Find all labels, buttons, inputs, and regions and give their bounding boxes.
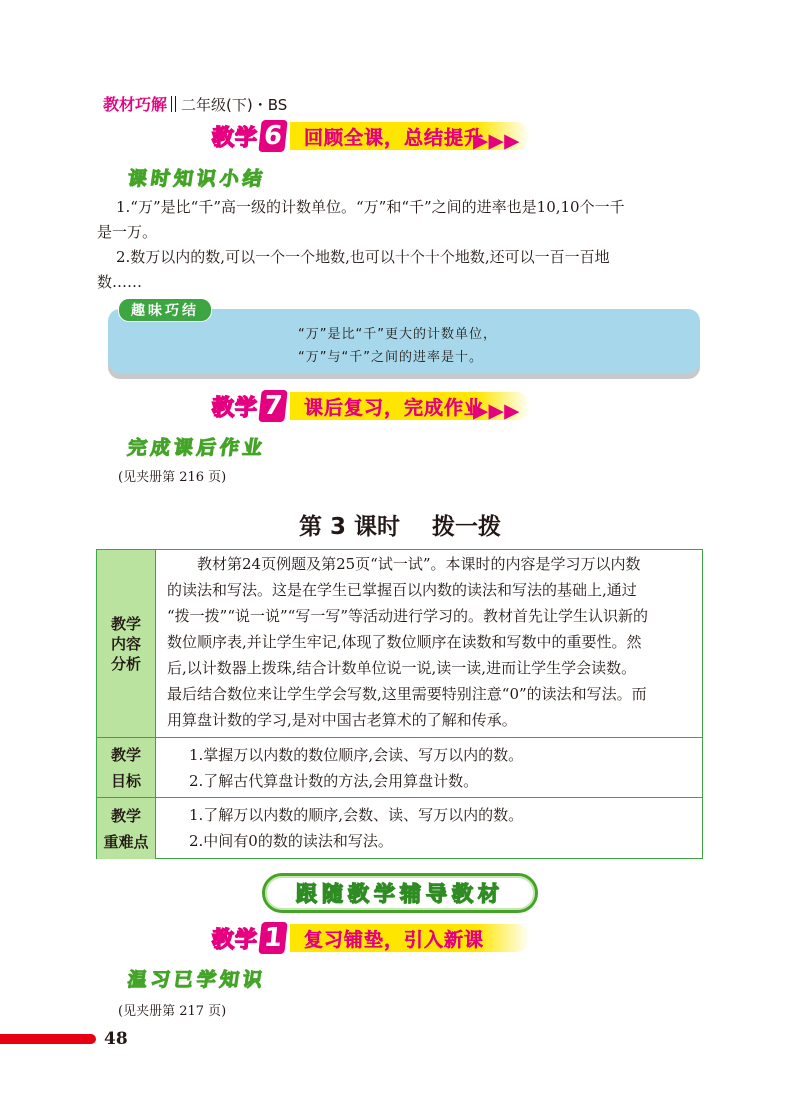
goal-line: 2.了解古代算盘计数的方法,会用算盘计数。 (189, 772, 479, 790)
footer-bar (0, 1034, 96, 1044)
lesson-title: 第 3 课时 拨一拨 (298, 514, 502, 540)
step1-label: 教学 (212, 927, 259, 953)
head-text: 教学 (110, 746, 141, 764)
step6-label: 教学 (212, 125, 259, 151)
arrows-icon: ▶▶▶ (473, 400, 521, 422)
analysis-line: 后,以计数器上拨珠,结合计数单位说一说,读一读,进而让学生学会读数。 (167, 659, 637, 677)
follow-textbook-banner (262, 873, 538, 913)
step7-title: 课后复习，完成作业 (304, 396, 485, 419)
header-subtitle: 二年级(下)・BS (181, 96, 288, 114)
analysis-line: 教材第24页例题及第25页“试一试”。本课时的内容是学习万以内数 (197, 555, 641, 573)
keypoint-line: 1.了解万以内数的顺序,会数、读、写万以内的数。 (189, 806, 524, 824)
summary-point1-line1: 1.“万”是比“千”高一级的计数单位。“万”和“千”之间的进率也是10,10个一千 (116, 198, 625, 216)
step6-title-bar (290, 122, 530, 150)
head-text: 目标 (110, 772, 141, 790)
step7-number: 7 (258, 390, 287, 422)
summary-heading: 课时知识小结 (126, 168, 268, 190)
step6-banner (212, 118, 530, 154)
keypoint-line: 2.中间有0的数的读法和写法。 (189, 832, 393, 850)
summary-point2-line2: 数…… (97, 273, 143, 291)
step7-banner (212, 388, 530, 424)
step1-banner (212, 920, 530, 956)
review-heading: 温习已学知识 (126, 969, 268, 991)
homework-ref: (见夹册第 216 页) (118, 470, 227, 485)
arrows-icon: ▶▶▶ (473, 130, 521, 152)
head-text: 教学 (110, 614, 141, 633)
page-number: 48 (104, 1029, 128, 1049)
step7-title-bar (290, 392, 530, 420)
table-head-goals (97, 738, 156, 798)
head-text: 分析 (110, 654, 141, 673)
follow-textbook-text: 跟随教学辅导教材 (296, 882, 504, 906)
step6-title: 回顾全课，总结提升 (304, 126, 485, 149)
head-text: 重难点 (103, 832, 149, 851)
table-head-keypoints (97, 798, 156, 859)
goal-line: 1.掌握万以内数的数位顺序,会读、写万以内的数。 (189, 746, 524, 764)
step6-number: 6 (258, 120, 287, 152)
fun-summary-tag: 趣味巧结 (118, 298, 212, 322)
head-text: 教学 (110, 806, 141, 825)
step1-title: 复习铺垫，引入新课 (304, 928, 485, 951)
analysis-line: 数位顺序表,并让学生牢记,体现了数位顺序在读数和写数中的重要性。然 (167, 633, 642, 651)
review-ref: (见夹册第 217 页) (118, 1004, 227, 1019)
table-row-keypoints (97, 797, 702, 859)
step1-title-bar (290, 924, 530, 952)
table-head-analysis (97, 550, 156, 737)
table-row-goals (97, 737, 702, 798)
step1-number: 1 (258, 922, 287, 954)
fun-summary-line2: “万”与“千”之间的进率是十。 (298, 350, 483, 365)
page-header (103, 92, 287, 115)
step7-label: 教学 (212, 395, 259, 421)
table-content-goals (189, 742, 694, 794)
summary-point1-line2: 是一万。 (97, 223, 158, 241)
header-divider (171, 96, 176, 112)
analysis-line: 最后结合数位来让学生学会写数,这里需要特别注意“0”的读法和写法。而 (167, 685, 647, 703)
header-brand: 教材巧解 (103, 95, 168, 114)
summary-point2-line1: 2.数万以内的数,可以一个一个地数,也可以十个十个地数,还可以一百一百地 (116, 248, 610, 266)
head-text: 内容 (110, 634, 141, 653)
table-content-keypoints (189, 802, 694, 854)
table-row-analysis (97, 550, 702, 737)
homework-heading: 完成课后作业 (126, 437, 268, 459)
analysis-line: 的读法和写法。这是在学生已掌握百以内数的读法和写法的基础上,通过 (167, 581, 637, 599)
analysis-line: “拨一拨”“说一说”“写一写”等活动进行学习的。教材首先让学生认识新的 (167, 607, 649, 625)
teaching-info-table (96, 549, 703, 859)
analysis-line: 用算盘计数的学习,是对中国古老算术的了解和传承。 (167, 711, 517, 729)
fun-summary-line1: “万”是比“千”更大的计数单位， (298, 327, 497, 342)
table-content-analysis (167, 551, 694, 733)
